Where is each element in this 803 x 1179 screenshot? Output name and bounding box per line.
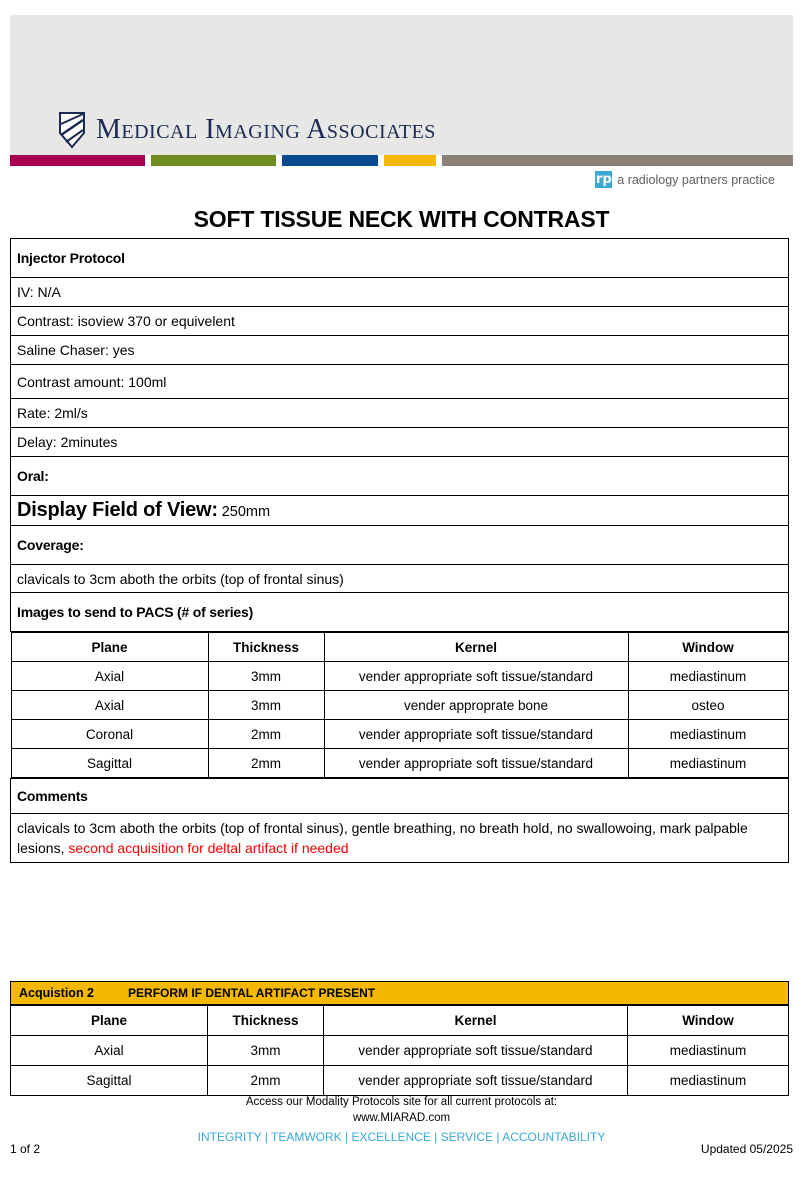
injector-row-rate: Rate: 2ml/s [11,399,789,428]
injector-row-saline-chaser: Saline Chaser: yes [11,336,789,365]
acquisition-2-section [10,981,789,1096]
table-row [11,779,789,814]
cell-window: mediastinum [628,1066,789,1096]
pacs-heading: Images to send to PACS (# of series) [11,593,789,632]
injector-row-delay: Delay: 2minutes [11,428,789,457]
coverage-value: clavicals to 3cm aboth the orbits (top of frontal sinus) [11,565,789,593]
column-header-plane: Plane [11,1006,208,1036]
table-row [11,307,789,336]
table-row [11,565,789,593]
cell-window: mediastinum [628,662,788,691]
cell-thickness: 2mm [208,1066,324,1096]
header-band [10,15,793,155]
table-row [11,691,788,720]
rp-logo-icon: rp [595,172,612,187]
comments-text-black: clavicals to 3cm aboth the orbits (top of frontal sinus), gentle breathing, no breath hold, no swallowoing, mark palpable lesions, [17,820,748,856]
column-header-window: Window [628,1006,789,1036]
cell-window: mediastinum [628,749,788,778]
acquisition-2-condition: PERFORM IF DENTAL ARTIFACT PRESENT [128,986,376,1000]
column-header-plane: Plane [11,633,208,662]
protocol-table [10,238,789,863]
footer-center-block [0,1094,803,1146]
color-bar-segment-blue [282,155,378,166]
cell-kernel: vender appropriate soft tissue/standard [324,662,628,691]
cell-kernel: vender appropriate soft tissue/standard [324,1036,628,1066]
table-row [11,399,789,428]
table-row [11,278,789,307]
comments-body [11,814,789,863]
table-header-row [11,1006,789,1036]
table-row [11,428,789,457]
injector-row-contrast: Contrast: isoview 370 or equivelent [11,307,789,336]
display-field-of-view-row [11,496,789,526]
cell-kernel: vender appropriate soft tissue/standard [324,1066,628,1096]
organization-name: Medical Imaging Associates [96,114,436,145]
dfov-value: 250mm [221,504,271,520]
injector-protocol-heading: Injector Protocol [11,239,789,278]
page-footer [0,1090,803,1179]
table-row [11,1036,789,1066]
cell-kernel: vender approprate bone [324,691,628,720]
cell-window: mediastinum [628,720,788,749]
acquisition-2-banner [10,981,789,1005]
color-bar-segment-gray [442,155,793,166]
cell-plane: Axial [11,662,208,691]
page-title: SOFT TISSUE NECK WITH CONTRAST [193,206,610,232]
cell-thickness: 3mm [208,1036,324,1066]
page-number: 1 of 2 [10,1142,41,1156]
table-row [11,239,789,278]
cell-window: osteo [628,691,788,720]
table-row [11,336,789,365]
column-header-thickness: Thickness [208,1006,324,1036]
table-header-row [11,633,788,662]
color-bar-segment-green [151,155,276,166]
comments-text-red: second acquisition for deltal artifact if needed [68,840,349,856]
footer-website[interactable]: www.MIARAD.com [352,1112,451,1124]
injector-row-contrast-amount: Contrast amount: 100ml [11,365,789,399]
acquisition-2-label: Acquistion 2 [19,986,95,1000]
cell-plane: Axial [11,691,208,720]
column-header-thickness: Thickness [208,633,324,662]
pacs-series-cell [11,632,789,779]
cell-thickness: 3mm [208,691,324,720]
tagline-text: a radiology partners practice [617,172,775,187]
cell-thickness: 2mm [208,749,324,778]
column-header-window: Window [628,633,788,662]
coverage-heading: Coverage: [11,526,789,565]
acquisition-2-table [10,1005,789,1096]
last-updated-date: Updated 05/2025 [700,1142,793,1156]
injector-row-iv: IV: N/A [11,278,789,307]
cell-kernel: vender appropriate soft tissue/standard [324,720,628,749]
column-header-kernel: Kernel [324,1006,628,1036]
table-row [11,720,788,749]
cell-plane: Sagittal [11,749,208,778]
footer-access-line: Access our Modality Protocols site for all current protocols at: [245,1096,558,1108]
footer-core-values: INTEGRITY | TEAMWORK | EXCELLENCE | SERVICE | ACCOUNTABILITY [197,1130,606,1144]
column-header-kernel: Kernel [324,633,628,662]
table-row [11,749,788,778]
cell-thickness: 2mm [208,720,324,749]
dfov-label: Display Field of View: [17,499,218,521]
color-bar-segment-magenta [10,155,145,166]
cell-window: mediastinum [628,1036,789,1066]
cell-thickness: 3mm [208,662,324,691]
table-row [11,632,789,779]
table-row [11,526,789,565]
table-row [11,496,789,526]
table-row [11,662,788,691]
shield-icon [58,111,86,149]
pacs-series-table [11,632,789,778]
color-bar-segment-gold [384,155,436,166]
oral-heading: Oral: [11,457,789,496]
table-row [11,365,789,399]
cell-plane: Sagittal [11,1066,208,1096]
cell-kernel: vender appropriate soft tissue/standard [324,749,628,778]
table-row [11,814,789,863]
cell-plane: Axial [11,1036,208,1066]
radiology-partners-tagline [595,171,775,188]
comments-heading: Comments [11,779,789,814]
cell-plane: Coronal [11,720,208,749]
table-row [11,593,789,632]
table-row [11,457,789,496]
brand-color-bar [10,155,793,166]
organization-logo [58,111,436,149]
